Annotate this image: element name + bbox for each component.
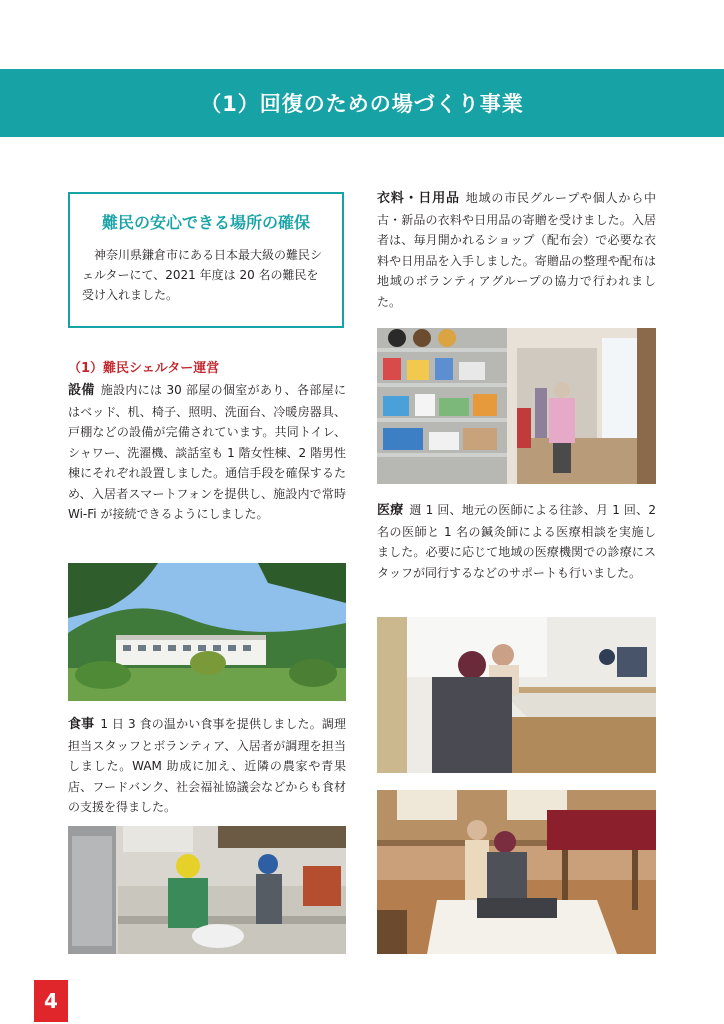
meals-lead: 食事 [68,717,95,732]
shelter-building-photo [68,563,346,701]
facilities-lead: 設備 [68,383,95,398]
page-number: 4 [34,980,68,1022]
facilities-paragraph [68,380,346,525]
clothing-text: 地域の市民グループや個人から中古・新品の衣料や日用品の寄贈を受けました。入居者は、毎月開かれるショップ（配布会）で必要な衣料や日用品を入手しました。寄贈品の整理や配布は地域のボランティアグループの協力で行われました。 [377,191,656,309]
clothing-lead: 衣料・日用品 [377,191,460,206]
consultation-photo [377,617,656,773]
page-title: （1）回復のための場づくり事業 [200,92,524,116]
callout-box [68,192,344,328]
callout-body: 神奈川県鎌倉市にある日本最大級の難民シェルターにて、2021 年度は 20 名の難民を受け入れました。 [82,248,323,302]
section-heading: （1）難民シェルター運営 [68,361,220,376]
meals-paragraph [68,714,346,818]
kitchen-photo [68,826,346,954]
acupuncture-photo [377,790,656,954]
clothing-paragraph [377,188,656,312]
shop-photo [377,328,656,484]
medical-lead: 医療 [377,503,404,518]
header-band [0,69,724,137]
callout-title: 難民の安心できる場所の確保 [101,213,310,232]
facilities-text: 施設内には 30 部屋の個室があり、各部屋にはベッド、机、椅子、照明、洗面台、冷暖房器具、戸棚などの設備が完備されています。共同トイレ、シャワー、洗濯機、談話室も 1 階女性棟、2 階男性棟にそれぞれ設置しました。通信手段を確保するため、入居者スマートフォンを提供し、施設内で常時 Wi-Fi が接続できるようにしました。 [68,383,346,521]
meals-text: 1 日 3 食の温かい食事を提供しました。調理担当スタッフとボランティア、入居者が調理を担当しました。WAM 助成に加え、近隣の農家や青果店、フードバンク、社会福祉協議会などからも食材の支援を得ました。 [68,717,346,814]
medical-text: 週 1 回、地元の医師による往診、月 1 回、2 名の医師と 1 名の鍼灸師による医療相談を実施しました。必要に応じて地域の医療機関での診療にスタッフが同行するなどのサポートも行いました。 [377,503,656,580]
medical-paragraph [377,500,656,583]
